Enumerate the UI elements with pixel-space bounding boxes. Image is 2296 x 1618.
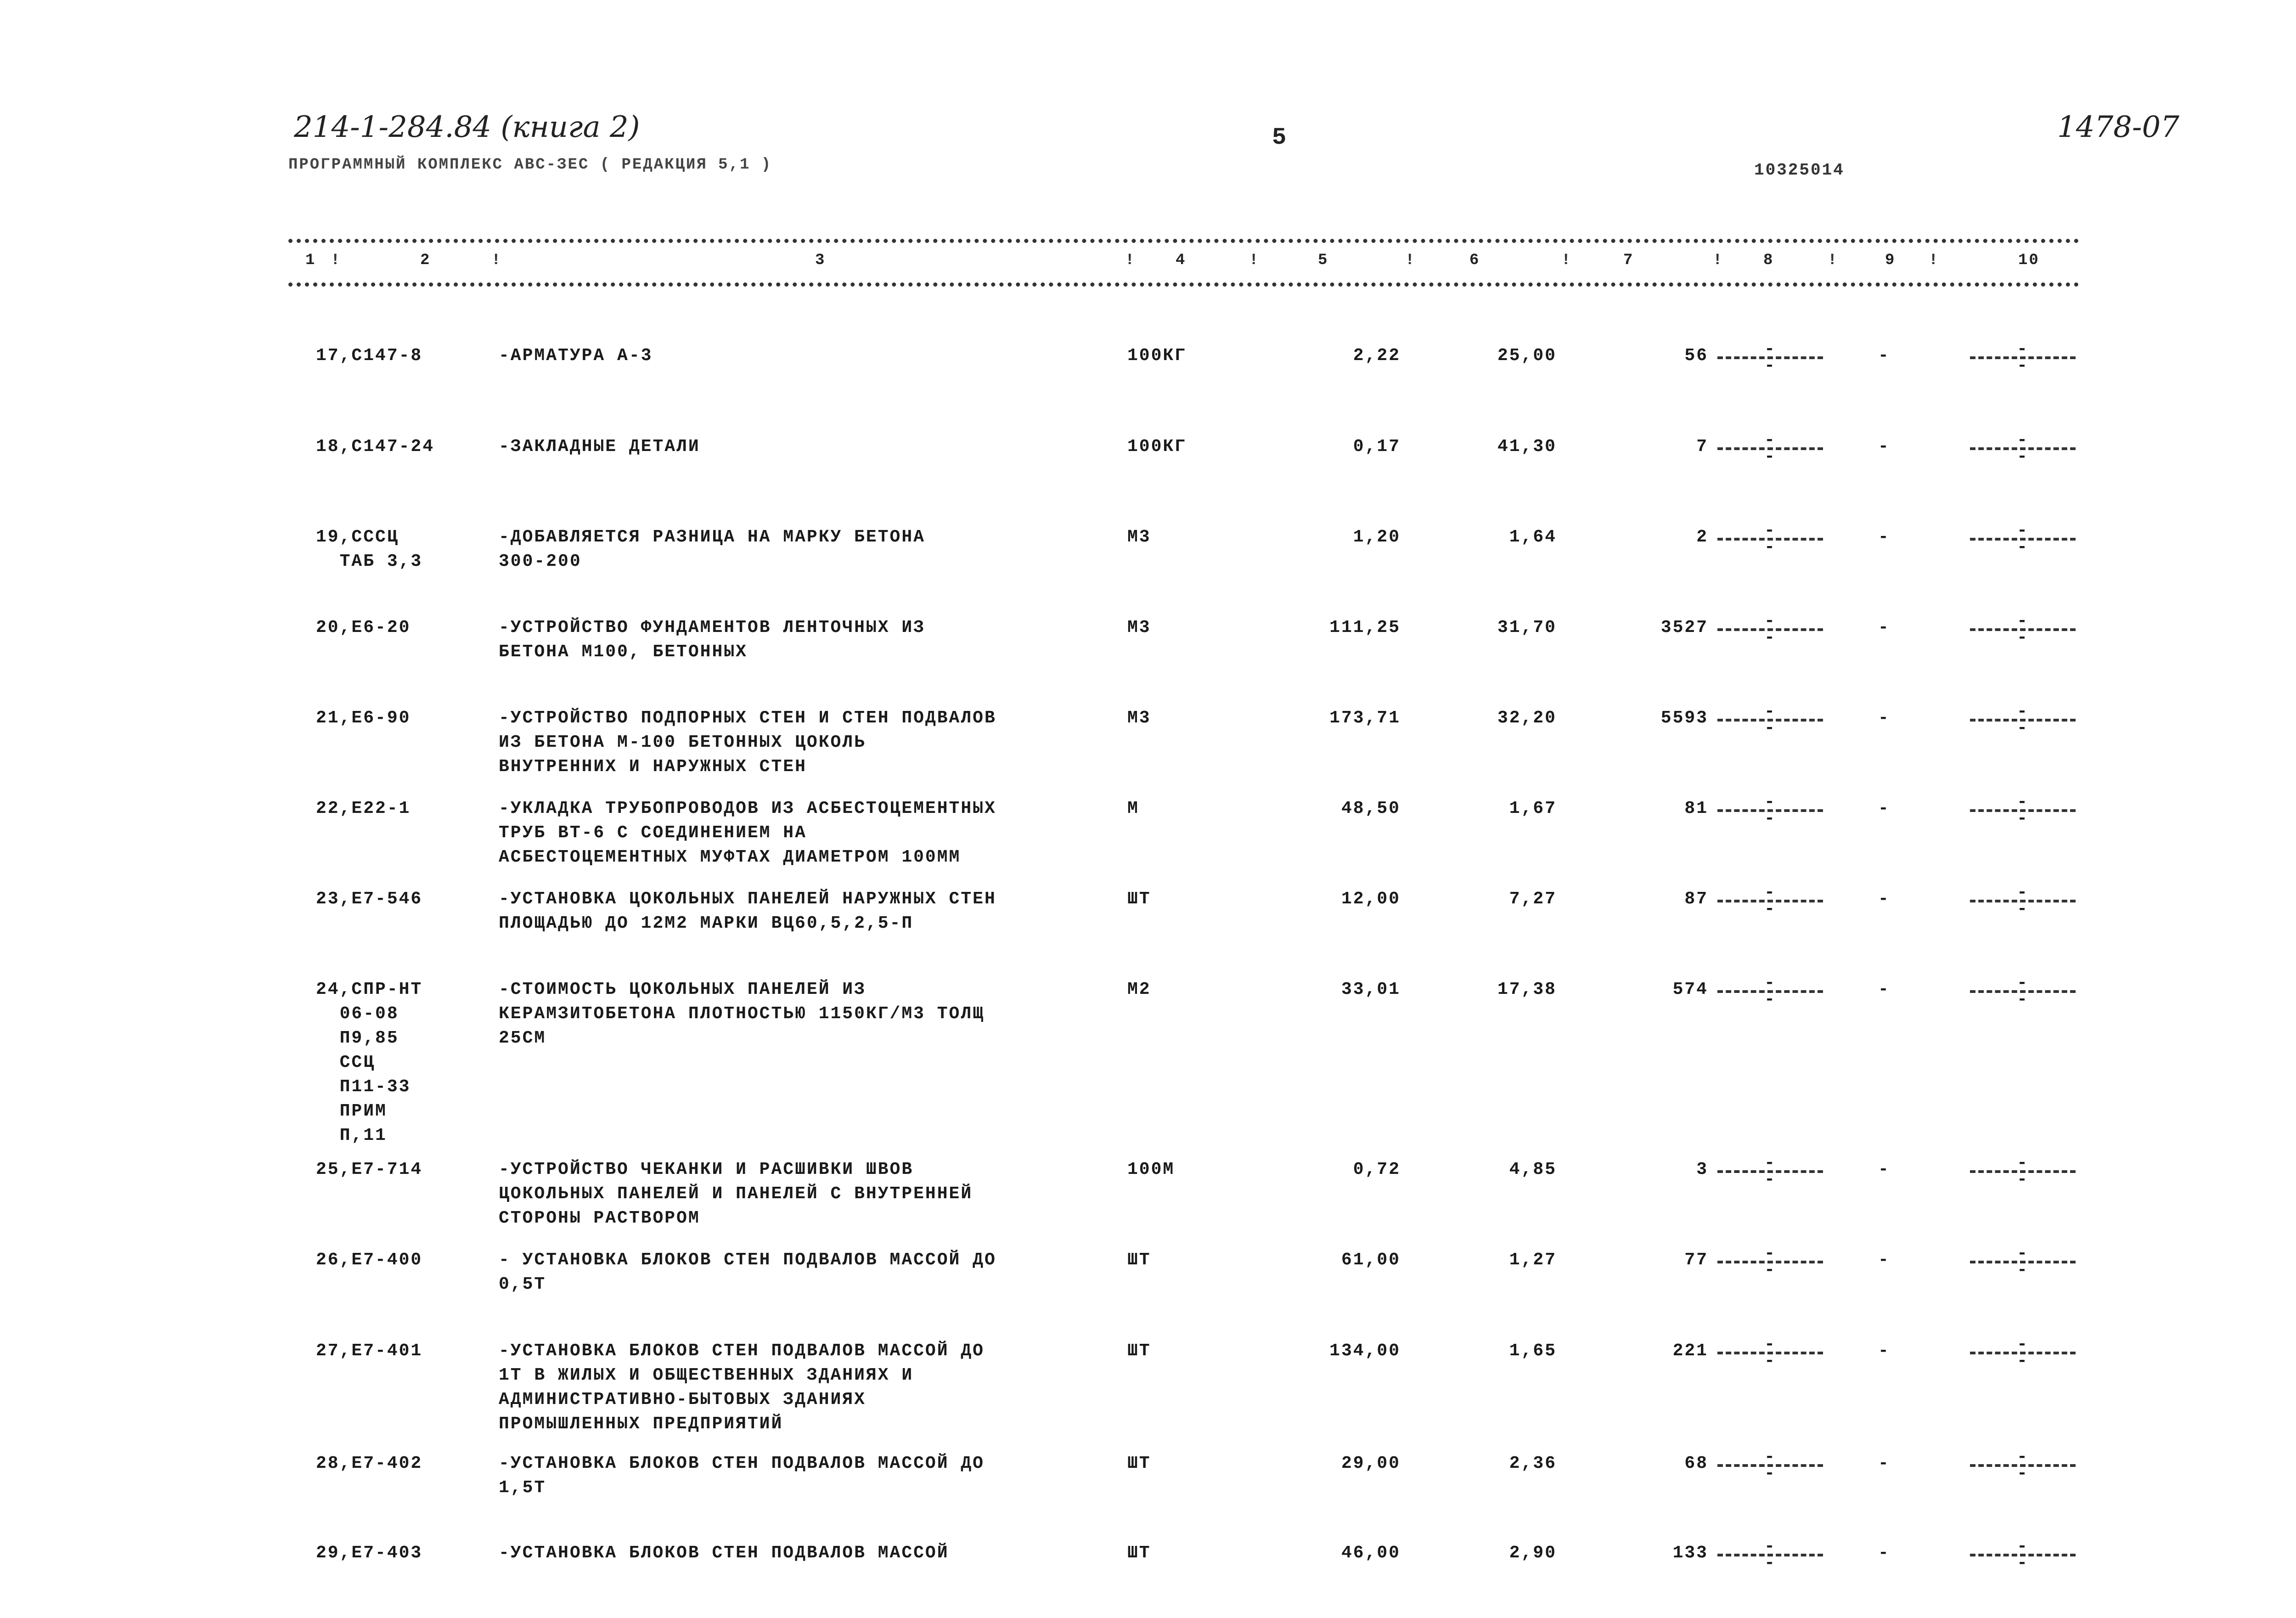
row-col9-value: - [1878, 980, 1890, 999]
handwritten-corner-number: 1478-07 [2057, 110, 2179, 144]
row-quantity: 61,00 [1341, 1250, 1401, 1270]
column-number: 9 [1885, 252, 1896, 269]
row-col10-sub: - [2017, 628, 2029, 648]
row-col10-value: - [2017, 430, 2029, 450]
row-col8-value: - [1764, 973, 1776, 993]
row-col8-sub: - [1764, 1260, 1776, 1280]
table-header-rule [288, 282, 2079, 287]
row-col9-value: - [1878, 437, 1890, 457]
row-unit-price: 1,27 [1509, 1250, 1557, 1270]
row-col10-sub: - [2017, 1170, 2029, 1190]
row-col8-block [1717, 521, 1823, 557]
row-unit: М3 [1127, 708, 1151, 728]
row-col9-value: - [1878, 1454, 1890, 1473]
row-description-line: 25СМ [499, 1028, 546, 1048]
row-description-line: АСБЕСТОЦЕМЕНТНЫХ МУФТАХ ДИАМЕТРОМ 100ММ [499, 847, 961, 867]
row-col10-sub: - [2017, 718, 2029, 738]
row-col10-block [1968, 792, 2078, 829]
row-col8-value: - [1764, 339, 1776, 359]
row-col8-value: - [1764, 1153, 1776, 1173]
column-number: 2 [420, 252, 431, 269]
row-col8-block [1717, 973, 1823, 1009]
row-total: 5593 [1660, 708, 1708, 728]
row-col8-sub: - [1764, 628, 1776, 648]
row-description-line: 300-200 [499, 552, 582, 571]
row-description-cell [499, 434, 700, 459]
row-col10-block [1968, 702, 2078, 738]
column-number: 3 [815, 252, 826, 269]
row-description-line: ПРОМЫШЛЕННЫХ ПРЕДПРИЯТИЙ [499, 1414, 783, 1434]
row-total: 68 [1684, 1454, 1708, 1473]
row-description-line: СТОРОНЫ РАСТВОРОМ [499, 1208, 700, 1228]
row-col8-block [1717, 430, 1823, 467]
row-code-line: ТАБ 3,3 [316, 552, 423, 571]
row-description-line: -УСТРОЙСТВО ПОДПОРНЫХ СТЕН И СТЕН ПОДВАЛОВ [499, 708, 996, 728]
row-col8-sub: - [1764, 990, 1776, 1009]
row-col9-value: - [1878, 1543, 1890, 1563]
row-col8-value: - [1764, 792, 1776, 812]
row-col8-sub: - [1764, 537, 1776, 557]
row-code-line: П,11 [316, 1126, 387, 1145]
table-top-rule [288, 239, 2079, 243]
row-col8-block [1717, 1537, 1823, 1573]
row-total: 56 [1684, 346, 1708, 366]
row-code-cell [316, 1541, 422, 1565]
column-number: 7 [1623, 252, 1634, 269]
row-col8-sub: - [1764, 1464, 1776, 1483]
row-description-line: ИЗ БЕТОНА М-100 БЕТОННЫХ ЦОКОЛЬ [499, 733, 866, 752]
row-col8-block [1717, 883, 1823, 919]
row-col9-value: - [1878, 1250, 1890, 1270]
row-code-line: 22,Е22-1 [316, 799, 411, 818]
row-description-line: КЕРАМЗИТОБЕТОНА ПЛОТНОСТЬЮ 1150КГ/М3 ТОЛЩ [499, 1004, 985, 1024]
row-description-cell [499, 1248, 996, 1297]
row-code-cell [316, 434, 434, 459]
program-line: ПРОГРАММНЫЙ КОМПЛЕКС АВС-ЗЕС ( РЕДАКЦИЯ 5,1 ) [288, 156, 772, 174]
row-description-line: 1Т В ЖИЛЫХ И ОБЩЕСТВЕННЫХ ЗДАНИЯХ И [499, 1365, 914, 1385]
row-description-line: ЦОКОЛЬНЫХ ПАНЕЛЕЙ И ПАНЕЛЕЙ С ВНУТРЕННЕЙ [499, 1184, 973, 1204]
row-code-line: 06-08 [316, 1004, 399, 1024]
row-col8-block [1717, 1447, 1823, 1483]
row-description-cell [499, 615, 925, 664]
row-unit-price: 25,00 [1497, 346, 1557, 366]
row-unit-price: 1,65 [1509, 1341, 1557, 1361]
row-description-cell [499, 1339, 985, 1436]
column-number: 1 [305, 252, 316, 269]
row-quantity: 0,17 [1353, 437, 1401, 457]
row-description-line: 1,5Т [499, 1478, 546, 1498]
row-col10-value: - [2017, 1335, 2029, 1354]
row-col8-block [1717, 1244, 1823, 1280]
row-total: 81 [1684, 799, 1708, 818]
row-code-line: 25,Е7-714 [316, 1160, 423, 1179]
row-col10-value: - [2017, 973, 2029, 993]
row-code-cell [316, 1248, 422, 1272]
column-number: 4 [1176, 252, 1187, 269]
row-unit: М2 [1127, 980, 1151, 999]
row-col8-value: - [1764, 1537, 1776, 1556]
row-total: 133 [1672, 1543, 1708, 1563]
row-description-line: -УКЛАДКА ТРУБОПРОВОДОВ ИЗ АСБЕСТОЦЕМЕНТНЫХ [499, 799, 996, 818]
row-total: 574 [1672, 980, 1708, 999]
row-quantity: 2,22 [1353, 346, 1401, 366]
row-unit: 100КГ [1127, 437, 1187, 457]
row-col10-block [1968, 1244, 2078, 1280]
row-col8-block [1717, 339, 1823, 376]
column-number: 5 [1318, 252, 1329, 269]
row-col8-sub: - [1764, 899, 1776, 919]
row-total: 77 [1684, 1250, 1708, 1270]
row-col9-value: - [1878, 1341, 1890, 1361]
row-description-cell [499, 1451, 985, 1500]
row-description-cell [499, 977, 985, 1050]
column-number: 10 [2018, 252, 2040, 269]
row-quantity: 33,01 [1341, 980, 1401, 999]
row-total: 3527 [1660, 618, 1708, 637]
row-col8-value: - [1764, 1447, 1776, 1467]
row-quantity: 48,50 [1341, 799, 1401, 818]
row-col8-value: - [1764, 702, 1776, 722]
row-description-line: -СТОИМОСТЬ ЦОКОЛЬНЫХ ПАНЕЛЕЙ ИЗ [499, 980, 866, 999]
row-col10-sub: - [2017, 1351, 2029, 1371]
row-unit: ШТ [1127, 889, 1151, 909]
row-description-line: ПЛОЩАДЬЮ ДО 12М2 МАРКИ ВЦ60,5,2,5-П [499, 913, 914, 933]
row-col9-value: - [1878, 618, 1890, 637]
column-number: 8 [1763, 252, 1774, 269]
row-unit-price: 4,85 [1509, 1160, 1557, 1179]
row-code-line: 26,Е7-400 [316, 1250, 423, 1270]
row-col9-value: - [1878, 346, 1890, 366]
row-unit-price: 31,70 [1497, 618, 1557, 637]
row-col10-sub: - [2017, 1260, 2029, 1280]
row-description-line: -АРМАТУРА А-3 [499, 346, 653, 366]
row-col10-value: - [2017, 611, 2029, 631]
row-quantity: 1,20 [1353, 527, 1401, 547]
row-description-cell [499, 525, 925, 574]
row-col8-sub: - [1764, 1351, 1776, 1371]
row-col9-value: - [1878, 889, 1890, 909]
row-col10-sub: - [2017, 447, 2029, 467]
row-unit: ШТ [1127, 1250, 1151, 1270]
row-total: 87 [1684, 889, 1708, 909]
row-code-line: 29,Е7-403 [316, 1543, 423, 1563]
row-col8-sub: - [1764, 809, 1776, 829]
row-col10-sub: - [2017, 1553, 2029, 1573]
row-unit: 100М [1127, 1160, 1175, 1179]
row-col8-value: - [1764, 611, 1776, 631]
row-unit: М [1127, 799, 1139, 818]
row-quantity: 134,00 [1329, 1341, 1401, 1361]
row-description-line: -УСТАНОВКА БЛОКОВ СТЕН ПОДВАЛОВ МАССОЙ [499, 1543, 949, 1563]
row-col10-sub: - [2017, 1464, 2029, 1483]
row-col10-value: - [2017, 339, 2029, 359]
row-unit: М3 [1127, 527, 1151, 547]
row-quantity: 111,25 [1329, 618, 1401, 637]
row-col10-block [1968, 973, 2078, 1009]
row-quantity: 0,72 [1353, 1160, 1401, 1179]
row-code-cell [316, 796, 411, 821]
column-number-header: 1 ! 2 ! 3 ! 4 ! 5 ! 6 ! 7 ! 8 ! 9 ! 10 [305, 252, 2040, 269]
row-description-cell [499, 887, 996, 936]
row-col9-value: - [1878, 799, 1890, 818]
row-col10-value: - [2017, 792, 2029, 812]
row-unit: ШТ [1127, 1543, 1151, 1563]
row-quantity: 29,00 [1341, 1454, 1401, 1473]
row-col10-block [1968, 1335, 2078, 1371]
row-col10-block [1968, 430, 2078, 467]
row-col10-block [1968, 1153, 2078, 1190]
row-code-line: 18,С147-24 [316, 437, 435, 457]
row-total: 7 [1696, 437, 1708, 457]
row-unit-price: 41,30 [1497, 437, 1557, 457]
row-col10-block [1968, 611, 2078, 648]
row-col8-block [1717, 611, 1823, 648]
row-col8-sub: - [1764, 1170, 1776, 1190]
row-code-cell [316, 1339, 422, 1363]
row-col8-sub: - [1764, 718, 1776, 738]
row-description-line: АДМИНИСТРАТИВНО-БЫТОВЫХ ЗДАНИЯХ [499, 1390, 866, 1409]
row-col8-block [1717, 1335, 1823, 1371]
row-description-cell [499, 706, 996, 779]
row-col10-sub: - [2017, 809, 2029, 829]
row-col9-value: - [1878, 527, 1890, 547]
row-code-line: 21,Е6-90 [316, 708, 411, 728]
row-col10-value: - [2017, 883, 2029, 902]
row-col8-sub: - [1764, 447, 1776, 467]
row-code-line: 27,Е7-401 [316, 1341, 423, 1361]
row-unit: 100КГ [1127, 346, 1187, 366]
row-description-line: -УСТРОЙСТВО ЧЕКАНКИ И РАСШИВКИ ШВОВ [499, 1160, 914, 1179]
row-code-cell [316, 615, 411, 640]
page-number: 5 [1272, 124, 1288, 151]
row-quantity: 46,00 [1341, 1543, 1401, 1563]
row-unit-price: 17,38 [1497, 980, 1557, 999]
row-description-line: ВНУТРЕННИХ И НАРУЖНЫХ СТЕН [499, 757, 807, 777]
row-description-line: ТРУБ ВТ-6 С СОЕДИНЕНИЕМ НА [499, 823, 807, 843]
document-code: 10325014 [1754, 161, 1845, 180]
row-col10-value: - [2017, 1537, 2029, 1556]
row-col10-sub: - [2017, 356, 2029, 376]
row-col10-sub: - [2017, 537, 2029, 557]
row-total: 221 [1672, 1341, 1708, 1361]
row-code-line: П11-33 [316, 1077, 411, 1097]
row-unit: ШТ [1127, 1454, 1151, 1473]
row-col10-block [1968, 883, 2078, 919]
row-code-cell [316, 977, 422, 1148]
row-unit-price: 2,90 [1509, 1543, 1557, 1563]
row-total: 3 [1696, 1160, 1708, 1179]
row-col8-value: - [1764, 1244, 1776, 1263]
row-code-line: 23,Е7-546 [316, 889, 423, 909]
row-col8-value: - [1764, 883, 1776, 902]
row-description-line: - УСТАНОВКА БЛОКОВ СТЕН ПОДВАЛОВ МАССОЙ ДО [499, 1250, 996, 1270]
row-description-line: 0,5Т [499, 1274, 546, 1294]
row-unit: ШТ [1127, 1341, 1151, 1361]
row-code-cell [316, 344, 422, 368]
row-unit-price: 7,27 [1509, 889, 1557, 909]
row-col10-value: - [2017, 1153, 2029, 1173]
row-total: 2 [1696, 527, 1708, 547]
row-code-line: 17,С147-8 [316, 346, 423, 366]
row-unit: М3 [1127, 618, 1151, 637]
row-col9-value: - [1878, 1160, 1890, 1179]
row-code-line: 28,Е7-402 [316, 1454, 423, 1473]
row-description-cell [499, 1541, 949, 1565]
row-code-line: 19,СССЦ [316, 527, 399, 547]
row-code-cell [316, 1451, 422, 1476]
row-col10-block [1968, 1537, 2078, 1573]
row-description-line: -УСТАНОВКА ЦОКОЛЬНЫХ ПАНЕЛЕЙ НАРУЖНЫХ СТЕН [499, 889, 996, 909]
row-description-line: БЕТОНА М100, БЕТОННЫХ [499, 642, 748, 662]
row-code-cell [316, 1157, 422, 1182]
row-description-line: -УСТРОЙСТВО ФУНДАМЕНТОВ ЛЕНТОЧНЫХ ИЗ [499, 618, 925, 637]
row-col8-sub: - [1764, 1553, 1776, 1573]
row-col8-block [1717, 792, 1823, 829]
row-quantity: 12,00 [1341, 889, 1401, 909]
row-col8-block [1717, 1153, 1823, 1190]
row-col10-block [1968, 521, 2078, 557]
row-col10-block [1968, 339, 2078, 376]
row-description-line: -УСТАНОВКА БЛОКОВ СТЕН ПОДВАЛОВ МАССОЙ ДО [499, 1454, 985, 1473]
row-unit-price: 2,36 [1509, 1454, 1557, 1473]
row-unit-price: 32,20 [1497, 708, 1557, 728]
row-col10-value: - [2017, 702, 2029, 722]
row-description-line: -УСТАНОВКА БЛОКОВ СТЕН ПОДВАЛОВ МАССОЙ ДО [499, 1341, 985, 1361]
row-description-cell [499, 796, 996, 869]
row-description-cell [499, 1157, 973, 1230]
row-code-line: ССЦ [316, 1053, 376, 1072]
row-code-cell [316, 706, 411, 730]
row-col8-value: - [1764, 1335, 1776, 1354]
row-code-line: 24,СПР-НТ [316, 980, 423, 999]
row-unit-price: 1,64 [1509, 527, 1557, 547]
column-number: 6 [1469, 252, 1480, 269]
row-unit-price: 1,67 [1509, 799, 1557, 818]
row-col10-value: - [2017, 1447, 2029, 1467]
row-quantity: 173,71 [1329, 708, 1401, 728]
row-code-cell [316, 887, 422, 911]
row-description-cell [499, 344, 653, 368]
row-code-line: П9,85 [316, 1028, 399, 1048]
row-col8-value: - [1764, 430, 1776, 450]
row-col8-value: - [1764, 521, 1776, 541]
handwritten-reference: 214-1-284.84 (книга 2) [294, 110, 640, 144]
row-col8-block [1717, 702, 1823, 738]
row-col8-sub: - [1764, 356, 1776, 376]
row-col10-sub: - [2017, 899, 2029, 919]
row-code-line: ПРИМ [316, 1101, 387, 1121]
row-col10-sub: - [2017, 990, 2029, 1009]
row-col9-value: - [1878, 708, 1890, 728]
row-description-line: -ЗАКЛАДНЫЕ ДЕТАЛИ [499, 437, 700, 457]
row-code-line: 20,Е6-20 [316, 618, 411, 637]
row-code-cell [316, 525, 422, 574]
row-col10-value: - [2017, 1244, 2029, 1263]
row-col10-value: - [2017, 521, 2029, 541]
row-col10-block [1968, 1447, 2078, 1483]
row-description-line: -ДОБАВЛЯЕТСЯ РАЗНИЦА НА МАРКУ БЕТОНА [499, 527, 925, 547]
